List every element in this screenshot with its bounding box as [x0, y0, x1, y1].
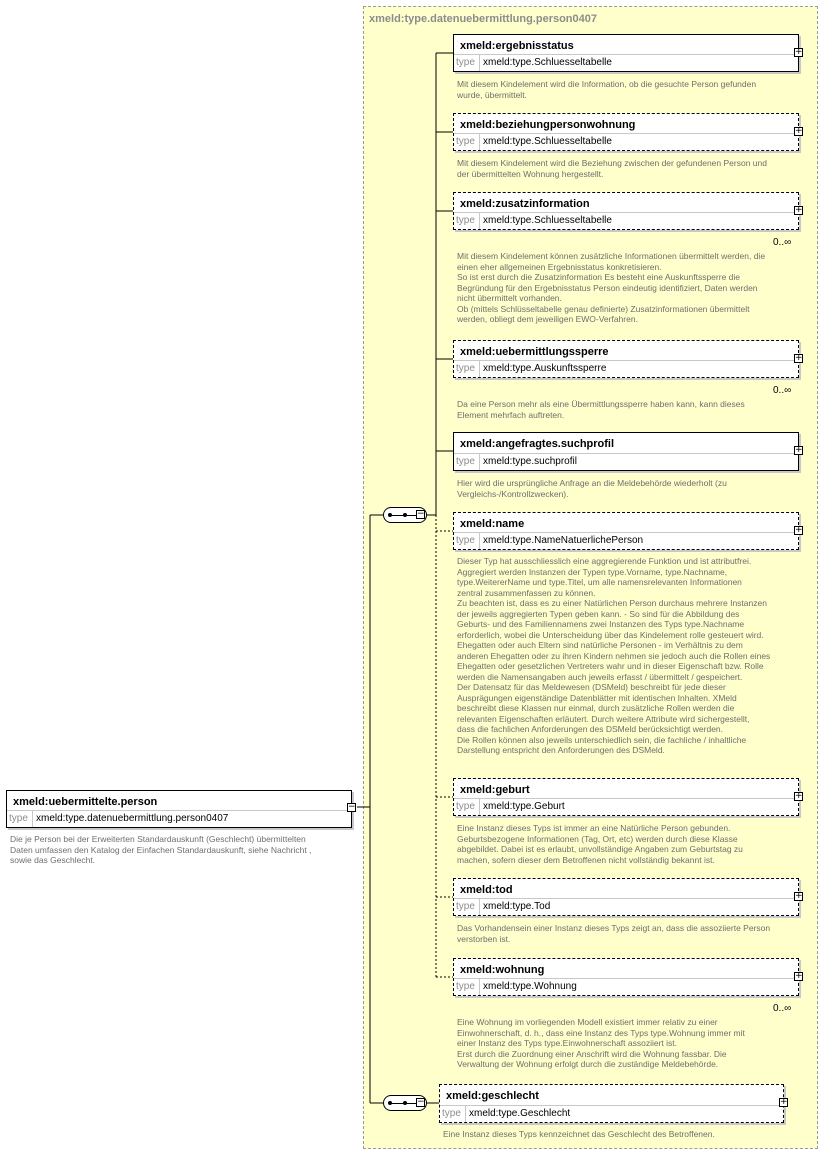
type-label: type	[454, 533, 480, 549]
element-box-name[interactable]	[453, 512, 803, 550]
element-type: xmeld:type.suchprofil	[483, 456, 577, 467]
expand-icon[interactable]: +	[795, 353, 803, 363]
element-box-beziehungpersonwohnung[interactable]	[453, 113, 803, 151]
collapse-icon[interactable]: −	[417, 509, 425, 519]
element-name: xmeld:name	[460, 518, 525, 530]
type-label: type	[454, 799, 480, 815]
root-description: Die je Person bei der Erweiterten Standardauskunft (Geschlecht) übermittelten Daten umfassen den Katalog der Einfachen Standardauskunft, siehe Nachricht , sowie das Geschlecht.	[10, 834, 312, 865]
expand-icon[interactable]: +	[795, 445, 803, 455]
element-box-zusatzinformation[interactable]	[453, 192, 803, 230]
type-label: type	[454, 55, 480, 71]
collapse-icon[interactable]: −	[348, 802, 356, 812]
group-title: xmeld:type.datenuebermittlung.person0407	[369, 13, 597, 25]
element-description: Mit diesem Kindelement wird die Beziehung zwischen der gefundenen Person und der übermittelten Wohnung hergestellt.	[457, 158, 767, 179]
element-name: xmeld:geschlecht	[446, 1090, 539, 1102]
expand-icon[interactable]: +	[795, 971, 803, 981]
element-name: xmeld:tod	[460, 884, 513, 896]
expand-icon[interactable]: +	[795, 525, 803, 535]
element-box-geschlecht[interactable]	[439, 1084, 788, 1123]
element-name: xmeld:wohnung	[460, 964, 545, 976]
cardinality-label: 0..∞	[773, 237, 792, 248]
element-name: xmeld:zusatzinformation	[460, 198, 590, 210]
type-label: type	[440, 1106, 466, 1122]
element-type: xmeld:type.Geschlecht	[469, 1108, 571, 1119]
element-description: Mit diesem Kindelement können zusätzliche Informationen übermittelt werden, die einen eher allgemeinen Ergebnisstatus konkretisieren. So ist erst durch die Zusatzinformation Es besteht eine Auskunftssperre die Begründung für den Ergebnisstatus Person eindeutig identifiziert, Daten werden nicht übermittelt vorhanden. Ob (mittels Schlüsseltabelle genau definierte) Zusatzinformationen übermittelt werden, obliegt dem jeweiligen EWO-Verfahren.	[457, 251, 766, 324]
element-description: Dieser Typ hat ausschliesslich eine aggregierende Funktion und ist attributfrei. Aggregiert werden Instanzen der Typen type.Vorname, type.Nachname, type.WeitererName und type.Titel, um alle namensrelevanten Informationen zentral zusammenfassen zu können. Zu beachten ist, dass es zu einer Natürlichen Person durchaus mehrere Instanzen der jeweils aggregierten Typen geben kann. - So sind für die Abbildung des Geburts- und des Familiennamens zwei Instanzen des Typs type.Nachname erforderlich, wobei die Unterscheidung über das Kindelement rolle gesteuert wird. Ehegatten oder auch Eltern sind natürliche Personen - im Verhältnis zu dem anderen Ehegatten oder zu ihren Kindern nehmen sie jedoch auch die Rollen eines Ehegatten oder gesetzlichen Vertreters wahr und in dieser Eigenschaft bzw. Rolle werden die Namensangaben auch jeweils erfasst / übermittelt / gespeichert. Der Datensatz für das Meldewesen (DSMeld) beschreibt für jede dieser Ausprägungen eigenständige Datenblätter mit identischen Inhalten. XMeld beschreibt diese Klassen nur einmal, durch zusätzliche Rollen werden die relevanten Eigenschaften erläutert. Durch weitere Attribute wird sichergestellt, dass die fachlichen Anforderungen des DSMeld berücksichtigt werden. Die Rollen können also jeweils unterschiedlich sein, die fachliche / inhaltliche Darstellung entspricht den Anforderungen des DSMeld.	[457, 556, 771, 755]
element-type: xmeld:type.Schluesseltabelle	[483, 136, 612, 147]
element-box-ergebnisstatus[interactable]	[453, 34, 803, 72]
element-type: xmeld:type.Wohnung	[483, 981, 577, 992]
type-label: type	[454, 454, 480, 470]
element-type: xmeld:type.Auskunftssperre	[483, 363, 607, 374]
expand-icon[interactable]: +	[795, 126, 803, 136]
element-type: xmeld:type.Tod	[483, 901, 551, 912]
element-name: xmeld:beziehungpersonwohnung	[460, 119, 636, 131]
expand-icon[interactable]: +	[795, 205, 803, 215]
root-type-row	[7, 810, 351, 827]
element-name: xmeld:ergebnisstatus	[460, 40, 574, 52]
cardinality-label: 0..∞	[773, 385, 792, 396]
element-description: Hier wird die ursprüngliche Anfrage an die Meldebehörde wiederholt (zu Vergleichs-/Kontrollzwecken).	[457, 478, 727, 499]
element-box-wohnung[interactable]	[453, 958, 803, 996]
element-name: xmeld:uebermittlungssperre	[460, 346, 609, 358]
element-name: xmeld:geburt	[460, 784, 530, 796]
element-name: xmeld:angefragtes.suchprofil	[460, 438, 615, 450]
cardinality-label: 0..∞	[773, 1003, 792, 1014]
type-label: type	[454, 979, 480, 995]
element-type: xmeld:type.Schluesseltabelle	[483, 215, 612, 226]
element-description: Eine Instanz dieses Typs ist immer an eine Natürliche Person gebunden. Geburtsbezogene Informationen (Tag, Ort, etc) werden durch diese Klasse abgebildet. Dabei ist es erlaubt, unvollständige Angaben zum Geburtstag zu machen, sofern dieser dem Betroffenen nicht vollständig bekannt ist.	[457, 823, 743, 865]
root-element-box[interactable]	[6, 790, 356, 828]
root-type-value: xmeld:type.datenuebermittlung.person0407	[36, 813, 229, 824]
collapse-icon[interactable]: −	[417, 1097, 425, 1107]
type-label: type	[454, 134, 480, 150]
element-box-geburt[interactable]	[453, 778, 803, 816]
expand-icon[interactable]: +	[795, 791, 803, 801]
element-type: xmeld:type.Schluesseltabelle	[483, 57, 612, 68]
expand-icon[interactable]: +	[780, 1097, 788, 1107]
element-box-uebermittlungssperre[interactable]	[453, 340, 803, 378]
expand-icon[interactable]: +	[795, 891, 803, 901]
expand-icon[interactable]: +	[795, 47, 803, 57]
element-box-angefragtes-suchprofil[interactable]	[453, 432, 803, 471]
type-label: type	[454, 899, 480, 915]
root-element-name: xmeld:uebermittelte.person	[13, 796, 158, 808]
element-description: Eine Instanz dieses Typs kennzeichnet das Geschlecht des Betroffenen.	[443, 1129, 715, 1139]
type-label: type	[454, 361, 480, 377]
element-description: Das Vorhandensein einer Instanz dieses Typs zeigt an, dass die assoziierte Person verstorben ist.	[457, 923, 771, 944]
type-label: type	[454, 213, 480, 229]
element-description: Eine Wohnung im vorliegenden Modell existiert immer relativ zu einer Einwohnerschaft, d. h., dass eine Instanz des Typs type.Wohnung immer mit einer Instanz des Typs type.Einwohnerschaft assoziiert ist. Erst durch die Zuordnung einer Anschrift wird die Wohnung fassbar. Die Verwaltung der Wohnung erfolgt durch die zuständige Meldebehörde.	[457, 1017, 745, 1069]
element-box-tod[interactable]	[453, 878, 803, 916]
type-label: type	[7, 811, 33, 827]
element-type: xmeld:type.NameNatuerlichePerson	[483, 535, 644, 546]
element-description: Mit diesem Kindelement wird die Information, ob die gesuchte Person gefunden wurde, übermittelt.	[457, 79, 757, 100]
element-type: xmeld:type.Geburt	[483, 801, 565, 812]
element-description: Da eine Person mehr als eine Übermittlungssperre haben kann, kann dieses Element mehrfach auftreten.	[457, 399, 745, 420]
